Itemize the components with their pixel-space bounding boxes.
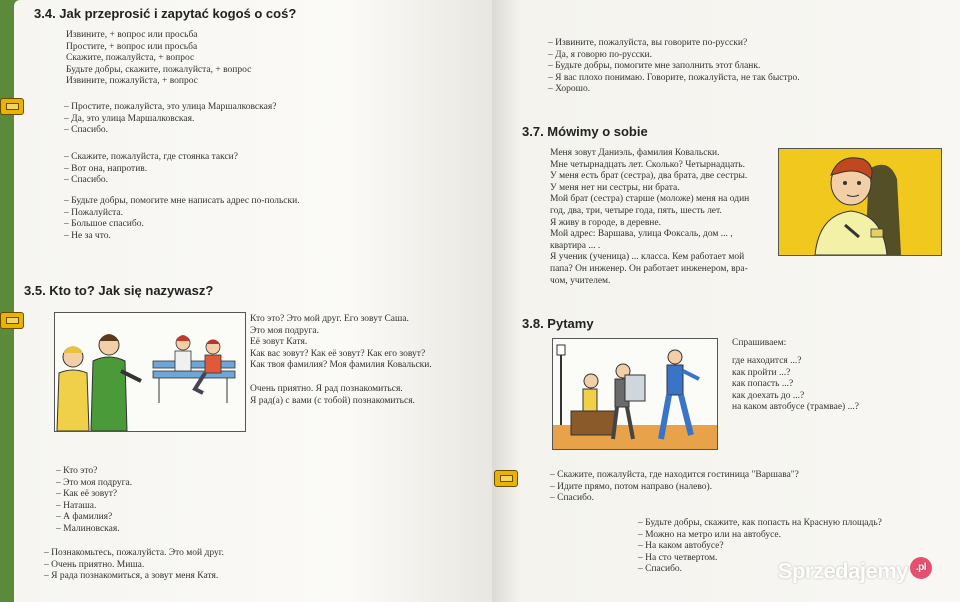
phrase-line: Будьте добры, скажите, пожалуйста, + вопрос (66, 64, 252, 75)
friends-illustration (54, 312, 246, 432)
dialog-line: – Наташа. (56, 500, 97, 511)
right-page (492, 0, 960, 602)
text-line: Кто это? Это мой друг. Его зовут Саша. (250, 314, 409, 324)
s34-dialog-1 (64, 102, 276, 137)
s34-dialog-2 (64, 152, 238, 187)
s34-dialog-3 (64, 196, 300, 242)
dialog-line: – Вот она, напротив. (64, 163, 148, 174)
text-line: Я рад(а) с вами (с тобой) познакомиться. (250, 395, 415, 406)
text-line: Меня зовут Даниэль, фамилия Ковальски. (550, 148, 720, 158)
s37-text-block (550, 148, 749, 287)
s35-dialog-2 (44, 548, 224, 583)
dialog-line: – Кто это? (56, 466, 98, 476)
text-line: У меня нет ни сестры, ни брата. (550, 182, 680, 193)
text-line: У меня есть брат (сестра), два брата, две сестры. (550, 171, 748, 182)
dialog-line: – Извините, пожалуйста, вы говорите по-русски? (548, 38, 748, 48)
watermark-text: Sprzedajemy (777, 558, 908, 583)
dialog-line: – Спасибо. (64, 125, 109, 136)
text-line: год, два, три, четыре года, пять, шесть лет. (550, 205, 722, 216)
text-line: квартира ... . (550, 240, 601, 251)
dialog-line: – Не за что. (64, 230, 111, 241)
ask-item: на каком автобусе (трамвае) ...? (732, 402, 859, 413)
boy-illustration (778, 148, 942, 256)
dialog-line: – Да, я говорю по-русски. (548, 49, 652, 60)
left-page (14, 0, 492, 602)
right-top-dialog (548, 38, 800, 96)
text-line: Как твоя фамилия? Моя фамилия Ковальски. (250, 360, 432, 371)
dialog-line: – Очень приятно. Миша. (44, 559, 145, 570)
dialog-line: – Будьте добры, помогите мне написать адрес по-польски. (64, 196, 300, 206)
dialog-line: – Я вас плохо понимаю. Говорите, пожалуйста, не так быстро. (548, 72, 800, 83)
watermark (778, 557, 932, 584)
directions-illustration (552, 338, 718, 450)
s35-dialog-1 (56, 466, 132, 536)
dialog-line: – Это моя подруга. (56, 477, 133, 488)
s35-greeting-block (250, 384, 415, 407)
section-3-5-heading: 3.5. Kto to? Jak się nazywasz? (24, 283, 214, 298)
ask-item: где находится ...? (732, 356, 802, 366)
phrase-line: Извините, + вопрос или просьба (66, 30, 198, 40)
audio-tag-icon (494, 470, 518, 487)
ask-item: как доехать до ...? (732, 390, 805, 401)
dialog-line: – Малиновская. (56, 523, 120, 534)
dialog-line: – Можно на метро или на автобусе. (638, 529, 782, 540)
dialog-line: – Идите прямо, потом направо (налево). (550, 481, 713, 492)
phrase-line: Извините, пожалуйста, + вопрос (66, 76, 198, 87)
text-line: Это моя подруга. (250, 325, 320, 336)
text-line: Мне четырнадцать лет. Сколько? Четырнадцать. (550, 159, 745, 170)
dialog-line: – Спасибо. (638, 564, 683, 575)
dialog-line: – Я рада познакомиться, а зовут меня Катя. (44, 571, 219, 582)
text-line: Её зовут Катя. (250, 337, 308, 348)
dialog-line: – Как её зовут? (56, 489, 118, 500)
section-3-4-heading: 3.4. Jak przeprosić i zapytać kogoś o coś? (34, 6, 297, 21)
section-3-8-heading: 3.8. Pytamy (522, 316, 594, 331)
watermark-suffix: .pl (910, 557, 932, 579)
text-line: Очень приятно. Я рад познакомиться. (250, 384, 403, 394)
s38-dialog-1 (550, 470, 799, 505)
text-line: Как вас зовут? Как её зовут? Как его зовут? (250, 348, 426, 359)
ask-label: Спрашиваем: (732, 338, 787, 348)
phrase-line: Простите, + вопрос или просьба (66, 41, 198, 52)
audio-tag-icon (0, 98, 24, 115)
ask-item: как пройти ...? (732, 367, 791, 378)
dialog-line: – А фамилия? (56, 512, 113, 523)
ask-list (732, 356, 859, 414)
dialog-line: – На каком автобусе? (638, 541, 724, 552)
dialog-line: – Скажите, пожалуйста, где находится гостиница "Варшава"? (550, 470, 799, 480)
dialog-line: – Хорошо. (548, 84, 591, 95)
text-line: Я ученик (ученица) ... класса. Кем работает мой (550, 252, 745, 263)
text-line: Я живу в городе, в деревне. (550, 217, 661, 228)
ask-item: как попасть ...? (732, 379, 794, 390)
dialog-line: – Скажите, пожалуйста, где стоянка такси? (64, 152, 238, 162)
phrase-line: Скажите, пожалуйста, + вопрос (66, 53, 195, 64)
dialog-line: – Спасибо. (64, 175, 109, 186)
dialog-line: – Большое спасибо. (64, 219, 144, 230)
dialog-line: – Будьте добры, помогите мне заполнить этот бланк. (548, 61, 761, 72)
audio-tag-icon (0, 312, 24, 329)
dialog-line: – Да, это улица Маршалковская. (64, 113, 195, 124)
text-line: папа? Он инженер. Он работает инженером, вра- (550, 263, 748, 274)
text-line: Мой адрес: Варшава, улица Фоксаль, дом ... , (550, 229, 733, 240)
dialog-line: – Познакомьтесь, пожалуйста. Это мой друг. (44, 548, 224, 558)
dialog-line: – Будьте добры, скажите, как попасть на Красную площадь? (638, 518, 882, 528)
dialog-line: – Пожалуйста. (64, 207, 124, 218)
text-line: чом, учителем. (550, 275, 611, 286)
dialog-line: – Простите, пожалуйста, это улица Маршалковская? (64, 102, 277, 112)
s35-text-block (250, 314, 432, 372)
text-line: Мой брат (сестра) старше (моложе) меня на один (550, 194, 750, 205)
dialog-line: – Спасибо. (550, 493, 595, 504)
s34-phrase-list (66, 30, 251, 88)
section-3-7-heading: 3.7. Mówimy o sobie (522, 124, 648, 139)
dialog-line: – На сто четвертом. (638, 552, 718, 563)
